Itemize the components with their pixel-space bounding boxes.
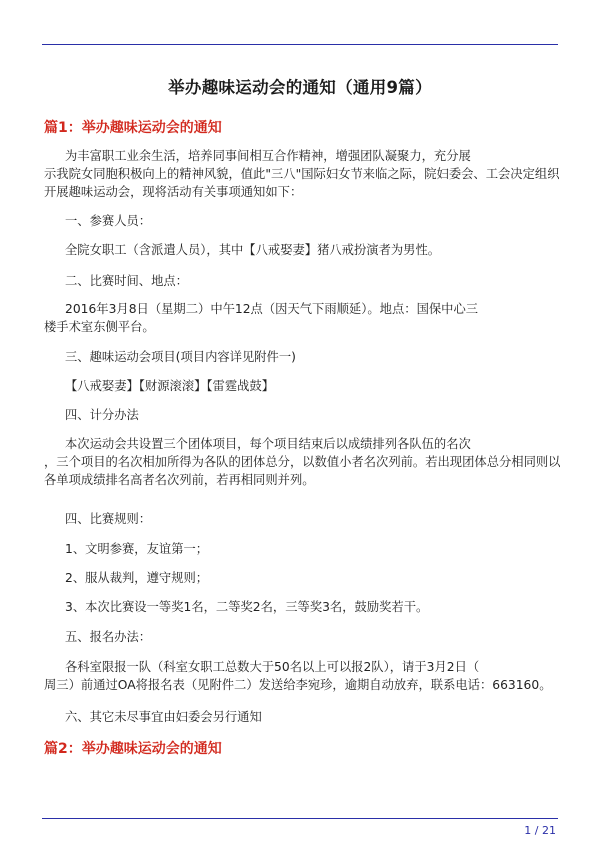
events-heading-text: 三、趣味运动会项目(项目内容详见附件一) bbox=[65, 350, 296, 364]
signup-heading bbox=[44, 628, 564, 646]
events-heading bbox=[44, 348, 564, 366]
rules-heading-text: 四、比赛规则： bbox=[65, 512, 152, 526]
scoring-line-2: ，三个项目的名次相加所得为各队的团体总分，以数值小者名次列前。若出现团体总分相同则以 bbox=[44, 455, 561, 469]
bottom-rule bbox=[42, 818, 558, 819]
rule-item-3-text: 3、本次比赛设一等奖1名，二等奖2名，三等奖3名，鼓励奖若干。 bbox=[65, 600, 429, 614]
scoring-line-1: 本次运动会共设置三个团体项目，每个项目结束后以成绩排列各队伍的名次 bbox=[65, 437, 471, 451]
intro-line-2: 示我院女同胞积极向上的精神风貌，值此"三八"国际妇女节来临之际，院妇委会、工会决定组织 bbox=[44, 167, 560, 181]
time-line-2: 楼手术室东侧平台。 bbox=[44, 320, 155, 334]
intro-line-3: 开展趣味运动会，现将活动有关事项通知如下： bbox=[44, 185, 303, 199]
scoring-line-3: 各单项成绩排名高者名次列前，若再相同则并列。 bbox=[44, 473, 315, 487]
time-heading bbox=[44, 272, 564, 290]
time-heading-text: 二、比赛时间、地点： bbox=[65, 274, 188, 288]
scoring-paragraph bbox=[44, 435, 564, 489]
participants-heading-text: 一、参赛人员： bbox=[65, 214, 152, 228]
rule-item-1-text: 1、文明参赛，友谊第一； bbox=[65, 542, 209, 556]
signup-heading-text: 五、报名办法： bbox=[65, 630, 152, 644]
intro-line-1: 为丰富职工业余生活，培养同事间相互合作精神，增强团队凝聚力，充分展 bbox=[65, 149, 471, 163]
signup-line-2: 周三）前通过OA将报名表（见附件二）发送给李宛珍，逾期自动放弃，联系电话：663160。 bbox=[44, 678, 552, 692]
page-number: 1 / 21 bbox=[524, 824, 556, 837]
scoring-heading bbox=[44, 406, 564, 424]
scoring-heading-text: 四、计分办法 bbox=[65, 408, 139, 422]
rule-item-1 bbox=[44, 540, 564, 558]
intro-paragraph bbox=[44, 147, 564, 201]
participants-heading bbox=[44, 212, 564, 230]
rule-item-2 bbox=[44, 569, 564, 587]
signup-paragraph bbox=[44, 658, 564, 694]
section1-heading: 篇1：举办趣味运动会的通知 bbox=[44, 120, 222, 136]
time-paragraph bbox=[44, 300, 564, 336]
other-matters bbox=[44, 708, 564, 726]
participants-paragraph bbox=[44, 241, 564, 259]
events-list bbox=[44, 377, 564, 395]
rule-item-3 bbox=[44, 598, 564, 616]
top-rule bbox=[42, 44, 558, 45]
section2-heading: 篇2：举办趣味运动会的通知 bbox=[44, 741, 222, 757]
events-list-text: 【八戒娶妻】【财源滚滚】【雷霆战鼓】 bbox=[65, 379, 275, 393]
rule-item-2-text: 2、服从裁判，遵守规则； bbox=[65, 571, 209, 585]
time-line-1: 2016年3月8日（星期二）中午12点（因天气下雨顺延）。地点：国保中心三 bbox=[65, 302, 479, 316]
signup-line-1: 各科室限报一队（科室女职工总数大于50名以上可以报2队），请于3月2日（ bbox=[65, 660, 480, 674]
document-title: 举办趣味运动会的通知（通用9篇） bbox=[168, 78, 432, 97]
other-matters-text: 六、其它未尽事宜由妇委会另行通知 bbox=[65, 710, 262, 724]
rules-heading bbox=[44, 510, 564, 528]
participants-text: 全院女职工（含派遣人员），其中【八戒娶妻】猪八戒扮演者为男性。 bbox=[65, 243, 441, 257]
